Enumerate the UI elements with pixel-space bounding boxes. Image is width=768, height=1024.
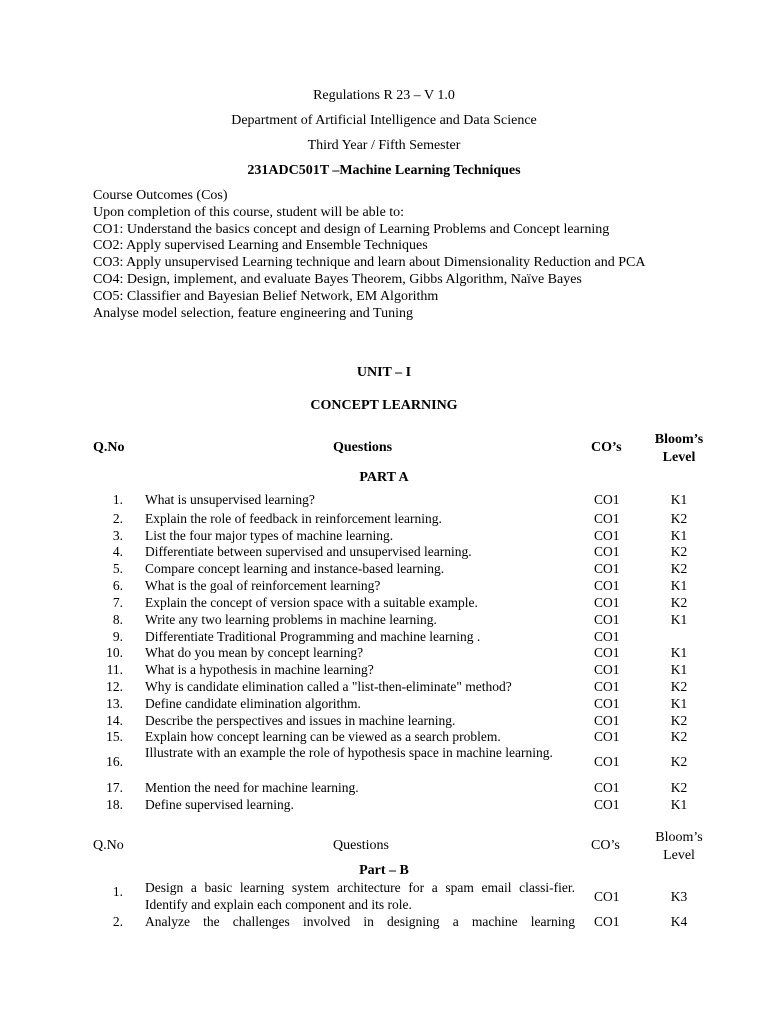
- question-co: CO1: [594, 729, 620, 744]
- questions-header: Questions: [333, 440, 393, 455]
- question-number: 15.: [106, 729, 123, 744]
- question-text: Mention the need for machine learning.: [145, 780, 359, 795]
- question-co: CO1: [594, 780, 620, 795]
- question-number: 14.: [106, 713, 123, 728]
- question-level: K1: [670, 612, 688, 627]
- question-level: K2: [670, 561, 688, 576]
- question-number: 11.: [106, 662, 123, 677]
- question-number: 18.: [106, 797, 123, 812]
- question-text: What is unsupervised learning?: [145, 492, 315, 507]
- question-co: CO1: [594, 629, 620, 644]
- outcome-item: CO5: Classifier and Bayesian Belief Network, EM Algorithm: [93, 288, 439, 304]
- co-header: CO’s: [591, 440, 622, 455]
- outcomes-heading: Course Outcomes (Cos): [93, 188, 228, 203]
- question-text: Why is candidate elimination called a "list-then-eliminate" method?: [145, 679, 512, 694]
- unit-subtitle: CONCEPT LEARNING: [310, 398, 458, 413]
- question-number: 12.: [106, 679, 123, 694]
- question-text: Define candidate elimination algorithm.: [145, 696, 361, 711]
- unit-title: UNIT – I: [356, 365, 412, 380]
- question-text: Design a basic learning system architecture for a spam email classi-fier. Identify and explain each component and its role.: [145, 880, 575, 912]
- question-co: CO1: [594, 754, 620, 769]
- question-text: Write any two learning problems in machine learning.: [145, 612, 437, 627]
- question-co: CO1: [594, 612, 620, 627]
- question-co: CO1: [594, 914, 620, 929]
- level-header-line2: Level: [662, 450, 696, 465]
- question-text: List the four major types of machine learning.: [145, 528, 394, 543]
- question-level: K1: [670, 578, 688, 593]
- question-co: CO1: [594, 544, 620, 559]
- table-header-part-b: [93, 829, 733, 865]
- question-number: 13.: [106, 696, 123, 711]
- question-number: 2.: [112, 914, 123, 929]
- question-number: 8.: [112, 612, 123, 627]
- question-number: 5.: [112, 561, 123, 576]
- question-number: 1.: [112, 492, 123, 507]
- question-level: K2: [670, 713, 688, 728]
- outcome-item: CO1: Understand the basics concept and design of Learning Problems and Concept learning: [93, 221, 610, 237]
- question-level: K1: [670, 645, 688, 660]
- level-header: [641, 431, 717, 467]
- question-co: CO1: [594, 528, 620, 543]
- question-co: CO1: [594, 578, 620, 593]
- question-level: K2: [670, 754, 688, 769]
- question-level: K2: [670, 679, 688, 694]
- question-number: 1.: [112, 884, 123, 899]
- question-number: 7.: [112, 595, 123, 610]
- question-level: K1: [670, 797, 688, 812]
- question-text: Analyze the challenges involved in designing a machine learning: [145, 914, 575, 929]
- question-level: K1: [670, 662, 688, 677]
- year-semester-line: Third Year / Fifth Semester: [307, 138, 461, 153]
- question-text: What is the goal of reinforcement learning?: [145, 578, 381, 593]
- question-co: CO1: [594, 492, 620, 507]
- question-number: 3.: [112, 528, 123, 543]
- questions-header: Questions: [333, 838, 389, 853]
- outcomes-intro: Upon completion of this course, student will be able to:: [93, 204, 405, 220]
- question-text: Define supervised learning.: [145, 797, 294, 812]
- question-number: 16.: [106, 754, 123, 769]
- question-text: Explain the concept of version space with a suitable example.: [145, 595, 478, 610]
- question-text: Illustrate with an example the role of hypothesis space in machine learning.: [145, 745, 553, 760]
- question-level: K4: [670, 914, 688, 929]
- question-text: Explain the role of feedback in reinforcement learning.: [145, 511, 442, 526]
- question-text: What do you mean by concept learning?: [145, 645, 364, 660]
- question-level: K3: [670, 889, 688, 904]
- question-number: 2.: [112, 511, 123, 526]
- co-header: CO’s: [591, 838, 620, 853]
- question-number: 9.: [112, 629, 123, 644]
- qno-header: Q.No: [93, 838, 124, 853]
- question-text: Describe the perspectives and issues in machine learning.: [145, 713, 456, 728]
- question-level: K1: [670, 696, 688, 711]
- level-header-line1: Bloom’s: [654, 432, 704, 447]
- outcome-item: CO3: Apply unsupervised Learning technique and learn about Dimensionality Reduction and PCA: [93, 255, 646, 271]
- question-co: CO1: [594, 662, 620, 677]
- level-header-line2: Level: [663, 848, 695, 863]
- regulation-line: Regulations R 23 – V 1.0: [313, 88, 455, 103]
- question-co: CO1: [594, 561, 620, 576]
- level-header: [641, 829, 717, 865]
- question-number: 10.: [106, 645, 123, 660]
- question-number: 4.: [112, 544, 123, 559]
- question-level: K2: [670, 780, 688, 795]
- qno-header: Q.No: [93, 440, 125, 455]
- question-text: What is a hypothesis in machine learning?: [145, 662, 374, 677]
- outcome-item: CO4: Design, implement, and evaluate Bayes Theorem, Gibbs Algorithm, Naïve Bayes: [93, 271, 582, 287]
- part-a-title: PART A: [359, 470, 409, 485]
- outcome-item: Analyse model selection, feature engineering and Tuning: [93, 305, 413, 321]
- question-co: CO1: [594, 696, 620, 711]
- question-co: CO1: [594, 645, 620, 660]
- question-text: Compare concept learning and instance-based learning.: [145, 561, 445, 576]
- question-co: CO1: [594, 679, 620, 694]
- question-text: Differentiate between supervised and unsupervised learning.: [145, 544, 472, 559]
- table-header-part-a: [93, 431, 733, 467]
- question-number: 17.: [106, 780, 123, 795]
- course-outcomes: [93, 188, 683, 322]
- question-level: K1: [670, 528, 688, 543]
- question-co: CO1: [594, 595, 620, 610]
- part-b-title: Part – B: [359, 863, 409, 878]
- question-level: K2: [670, 595, 688, 610]
- question-text: Explain how concept learning can be viewed as a search problem.: [145, 729, 501, 744]
- question-level: K2: [670, 729, 688, 744]
- outcome-item: CO2: Apply supervised Learning and Ensemble Techniques: [93, 238, 428, 254]
- question-level: K2: [670, 511, 688, 526]
- question-level: K1: [670, 492, 688, 507]
- question-co: CO1: [594, 797, 620, 812]
- question-text: Differentiate Traditional Programming and machine learning .: [145, 629, 481, 644]
- question-level: K2: [670, 544, 688, 559]
- level-header-line1: Bloom’s: [655, 830, 703, 845]
- question-co: CO1: [594, 889, 620, 904]
- question-co: CO1: [594, 713, 620, 728]
- question-number: 6.: [112, 578, 123, 593]
- department-line: Department of Artificial Intelligence and Data Science: [231, 113, 537, 128]
- course-title: 231ADC501T –Machine Learning Techniques: [247, 163, 521, 178]
- question-co: CO1: [594, 511, 620, 526]
